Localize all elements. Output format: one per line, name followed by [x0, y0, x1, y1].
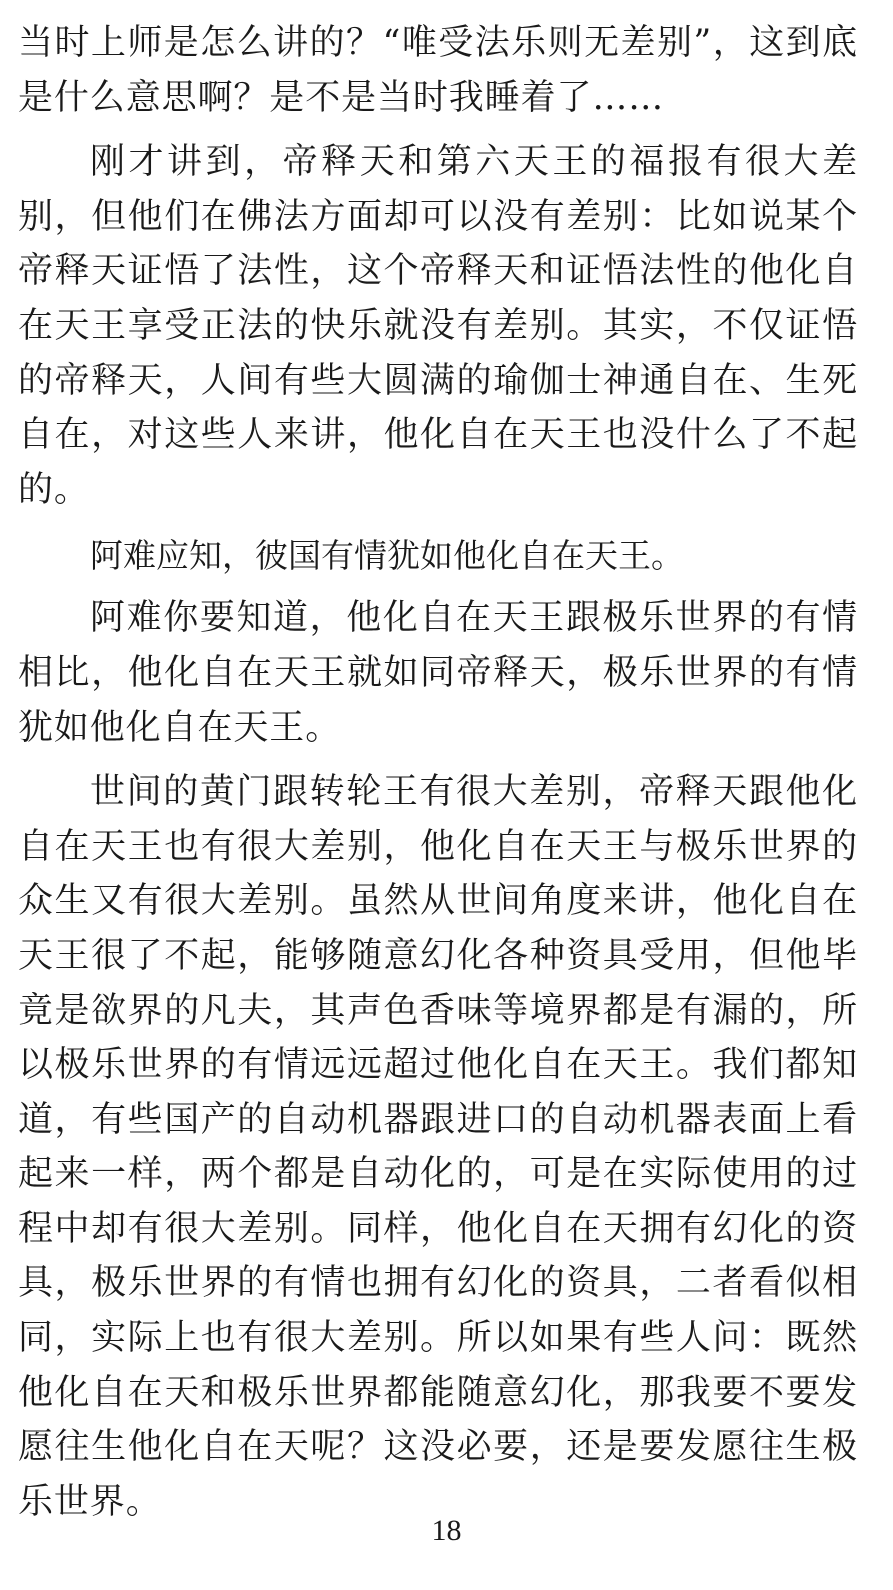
sutra-quote: 阿难应知，彼国有情犹如他化自在天王。 [90, 536, 684, 576]
paragraph-commentary-1: 刚才讲到，帝释天和第六天王的福报有很大差别，但他们在佛法方面却可以没有差别：比如说某个帝释天证悟了法性，这个帝释天和证悟法性的他化自在天王享受正法的快乐就没有差别。其实，不仅证悟的帝释天，人间有些大圆满的瑜伽士神通自在、生死自在，对这些人来讲，他化自在天王也没什么了不起的。 [18, 142, 858, 510]
paragraph-commentary-2: 阿难你要知道，他化自在天王跟极乐世界的有情相比，他化自在天王就如同帝释天，极乐世界的有情犹如他化自在天王。 [18, 598, 858, 748]
paragraph-continuation: 当时上师是怎么讲的？“唯受法乐则无差别”，这到底是什么意思啊？是不是当时我睡着了…… [18, 23, 858, 118]
page-body [18, 16, 858, 1529]
page-number: 18 [431, 1514, 462, 1547]
paragraph-commentary-3: 世间的黄门跟转轮王有很大差别，帝释天跟他化自在天王也有很大差别，他化自在天王与极乐世界的众生又有很大差别。虽然从世间角度来讲，他化自在天王很了不起，能够随意幻化各种资具受用，但他毕竟是欲界的凡夫，其声色香味等境界都是有漏的，所以极乐世界的有情远远超过他化自在天王。我们都知道，有些国产的自动机器跟进口的自动机器表面上看起来一样，两个都是自动化的，可是在实际使用的过程中却有很大差别。同样，他化自在天拥有幻化的资具，极乐世界的有情也拥有幻化的资具，二者看似相同，实际上也有很大差别。所以如果有些人问：既然他化自在天和极乐世界都能随意幻化，那我要不要发愿往生他化自在天呢？这没必要，还是要发愿往生极乐世界。 [18, 772, 858, 1522]
